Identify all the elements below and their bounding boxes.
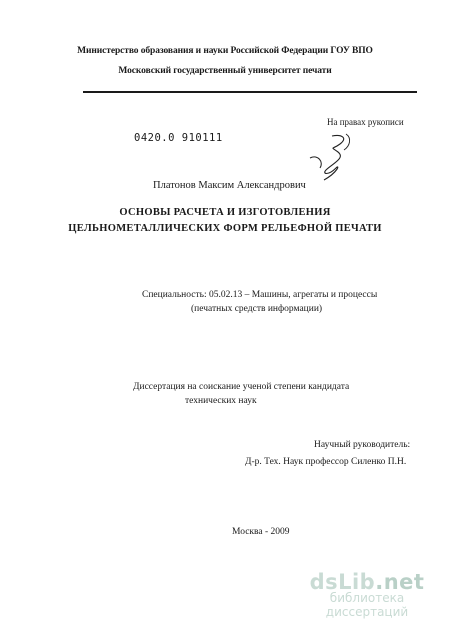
watermark-logo-main: dsLib	[309, 570, 376, 594]
registry-code: 0420.0 910111	[134, 132, 223, 144]
university-line: Московский государственный университет печати	[118, 66, 332, 76]
supervisor-label: Научный руководитель:	[314, 440, 411, 450]
watermark-logo-accent: .net	[375, 570, 425, 594]
watermark-subtitle: библиотека диссертаций	[325, 591, 409, 619]
author-name: Платонов Максим Александрович	[153, 180, 306, 191]
title-line-2: ЦЕЛЬНОМЕТАЛЛИЧЕСКИХ ФОРМ РЕЛЬЕФНОЙ ПЕЧАТИ	[68, 223, 382, 234]
header-rule	[83, 91, 417, 93]
specialty-line-2: (печатных средств информации)	[191, 304, 323, 314]
handwritten-signature	[302, 128, 372, 188]
dissertation-line-1: Диссертация на соискание ученой степени кандидата	[133, 382, 350, 392]
ministry-line: Министерство образования и науки Российской Федерации ГОУ ВПО	[77, 46, 373, 56]
title-line-1: ОСНОВЫ РАСЧЕТА И ИЗГОТОВЛЕНИЯ	[119, 207, 331, 218]
specialty-line-1: Специальность: 05.02.13 – Машины, агрегаты и процессы	[142, 290, 378, 300]
dissertation-line-2: технических наук	[185, 396, 257, 406]
city-year: Москва - 2009	[232, 527, 290, 537]
supervisor-name: Д-р. Тех. Наук профессор Силенко П.Н.	[245, 457, 407, 467]
dslib-watermark[interactable]	[292, 570, 442, 619]
manuscript-note: На правах рукописи	[327, 117, 404, 127]
